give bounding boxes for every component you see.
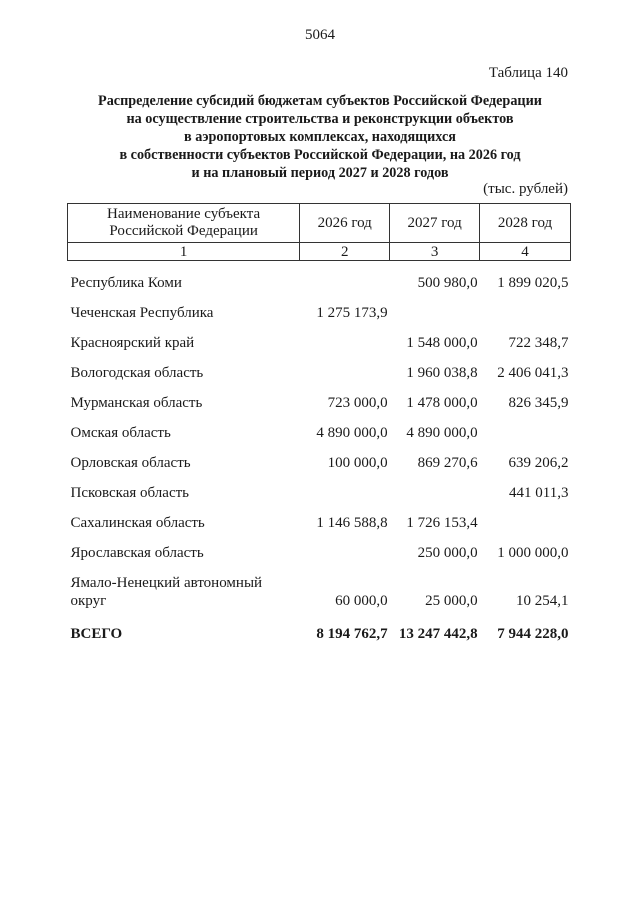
- region-name: [68, 412, 300, 442]
- region-name-line1: Вологодская область: [70, 365, 204, 381]
- value-2028: 1 899 020,5: [497, 275, 569, 291]
- value-2026: [300, 352, 390, 382]
- value-2028: 2 406 041,3: [497, 365, 569, 381]
- table-header-row: [68, 204, 571, 243]
- region-name: [68, 352, 300, 382]
- region-name-line1: Ярославская область: [70, 545, 204, 561]
- table-row: [68, 382, 571, 412]
- table-row: [68, 261, 571, 293]
- value-2028: [480, 292, 571, 322]
- region-name-line1: Мурманская область: [70, 395, 203, 411]
- value-2027: 1 548 000,0: [406, 335, 478, 351]
- column-header-2026: 2026 год: [300, 204, 390, 243]
- title-line: и на плановый период 2027 и 2028 годов: [191, 165, 449, 181]
- value-2026: [300, 322, 390, 352]
- header-name-line2: Российской Федерации: [109, 223, 258, 239]
- value-2028: 639 206,2: [508, 455, 569, 471]
- value-2026: 1 146 588,8: [316, 515, 388, 531]
- column-number: 1: [68, 243, 300, 261]
- region-name: [68, 442, 300, 472]
- value-2026: 723 000,0: [327, 395, 388, 411]
- table-row: [68, 502, 571, 532]
- units-label: (тыс. рублей): [483, 181, 568, 197]
- value-2027: [390, 292, 480, 322]
- total-label: ВСЕГО: [70, 626, 123, 642]
- table-row: [68, 292, 571, 322]
- total-row: [68, 610, 571, 643]
- value-2028: 1 000 000,0: [497, 545, 569, 561]
- value-2028: 826 345,9: [508, 395, 569, 411]
- table-label: Таблица 140: [488, 65, 568, 81]
- region-name: [68, 532, 300, 562]
- region-name-line1: Орловская область: [70, 455, 191, 471]
- total-value-2028: 7 944 228,0: [497, 626, 569, 642]
- table-row: [68, 322, 571, 352]
- value-2027: 1 478 000,0: [406, 395, 478, 411]
- region-name-line1: Омская область: [70, 425, 171, 441]
- column-header-name: [68, 204, 300, 243]
- total-value-2026: 8 194 762,7: [316, 626, 388, 642]
- value-2027: 1 726 153,4: [406, 515, 478, 531]
- value-2027: 869 270,6: [417, 455, 478, 471]
- title-line: Распределение субсидий бюджетам субъектов Российской Федерации: [98, 93, 542, 109]
- value-2026: 4 890 000,0: [316, 425, 388, 441]
- value-2027: 25 000,0: [425, 593, 478, 609]
- table-body: [68, 261, 571, 644]
- column-number: 3: [390, 243, 480, 261]
- value-2028: 10 254,1: [516, 593, 569, 609]
- value-2028: [480, 502, 571, 532]
- value-2026: [300, 261, 390, 293]
- value-2026: [300, 532, 390, 562]
- total-value-2027: 13 247 442,8: [398, 626, 478, 642]
- document-title: [0, 92, 640, 182]
- value-2027: 250 000,0: [417, 545, 478, 561]
- table-row: [68, 472, 571, 502]
- title-line: в собственности субъектов Российской Федерации, на 2026 год: [119, 147, 521, 163]
- value-2028: 722 348,7: [508, 335, 569, 351]
- subsidy-table: [67, 203, 571, 643]
- region-name: [68, 322, 300, 352]
- value-2026: [300, 472, 390, 502]
- title-line: в аэропортовых комплексах, находящихся: [184, 129, 456, 145]
- table-row: [68, 442, 571, 472]
- column-number: 4: [480, 243, 571, 261]
- table-row: [68, 412, 571, 442]
- value-2027: 1 960 038,8: [406, 365, 478, 381]
- column-number-row: [68, 243, 571, 261]
- value-2026: 60 000,0: [335, 593, 388, 609]
- value-2026: 100 000,0: [327, 455, 388, 471]
- region-name-line1: Республика Коми: [70, 275, 182, 291]
- region-name: [68, 292, 300, 322]
- region-name-line2: округ: [70, 593, 107, 609]
- value-2027: 500 980,0: [417, 275, 478, 291]
- value-2028: 441 011,3: [509, 485, 569, 501]
- region-name-line1: Красноярский край: [70, 335, 195, 351]
- region-name-line1: Ямало-Ненецкий автономный: [70, 575, 263, 591]
- region-name: [68, 261, 300, 293]
- value-2026: 1 275 173,9: [316, 305, 388, 321]
- column-header-2027: 2027 год: [390, 204, 480, 243]
- value-2027: 4 890 000,0: [406, 425, 478, 441]
- region-name: [68, 562, 300, 610]
- table-row: [68, 532, 571, 562]
- region-name-line1: Чеченская Республика: [70, 305, 214, 321]
- title-line: на осуществление строительства и реконструкции объектов: [126, 111, 514, 127]
- page-number: 5064: [305, 27, 335, 43]
- table-row: [68, 352, 571, 382]
- region-name: [68, 472, 300, 502]
- column-number: 2: [300, 243, 390, 261]
- region-name: [68, 502, 300, 532]
- value-2028: [480, 412, 571, 442]
- region-name-line1: Псковская область: [70, 485, 189, 501]
- table-row: [68, 562, 571, 610]
- region-name: [68, 382, 300, 412]
- region-name-line1: Сахалинская область: [70, 515, 205, 531]
- header-name-line1: Наименование субъекта: [107, 206, 261, 222]
- column-header-2028: 2028 год: [480, 204, 571, 243]
- value-2027: [390, 472, 480, 502]
